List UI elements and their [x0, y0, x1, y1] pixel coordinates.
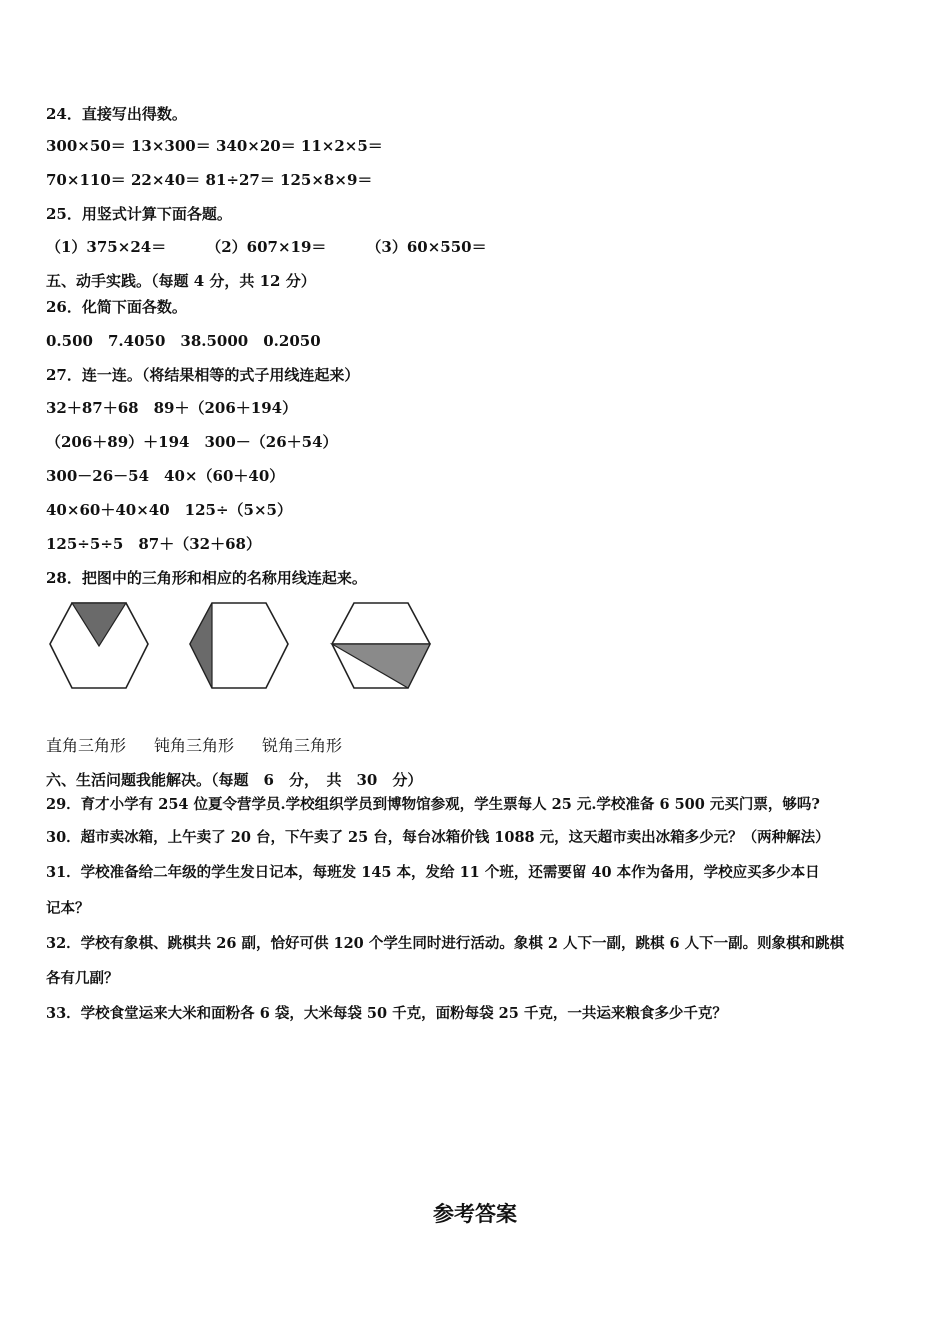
- q27-row-1: 32＋87＋68 89＋（206＋194）: [46, 399, 298, 417]
- q25-title: 25．用竖式计算下面各题。: [46, 205, 232, 223]
- section6-heading: 六、生活问题我能解决。（每题 6 分， 共 30 分）: [46, 771, 423, 789]
- q30: 30．超市卖冰箱，上午卖了 20 台，下午卖了 25 台，每台冰箱价钱 1088 元，这天超市卖出冰箱多少元？（两种解法）: [46, 829, 830, 846]
- triangle-2: [190, 603, 212, 688]
- q27-row-2: （206＋89）＋194 300－（26＋54）: [46, 433, 338, 451]
- hexagon-figure-2: [190, 603, 288, 688]
- q24-title: 24．直接写出得数。: [46, 105, 187, 123]
- triangle-3: [332, 644, 430, 688]
- q28-hexagon-figures: [40, 598, 460, 696]
- name-obtuse-triangle: 钝角三角形: [154, 736, 235, 755]
- q26-row: 0.500 7.4050 38.5000 0.2050: [46, 332, 321, 350]
- q27-row-5: 125÷5÷5 87＋（32＋68）: [46, 535, 261, 553]
- q25-item-3: （3）60×550＝: [366, 238, 487, 256]
- q33: 33．学校食堂运来大米和面粉各 6 袋，大米每袋 50 千克，面粉每袋 25 千克，一共运来粮食多少千克？: [46, 1005, 727, 1022]
- q32-line2: 各有几副？: [46, 970, 119, 987]
- q32-line1: 32．学校有象棋、跳棋共 26 副，恰好可供 120 个学生同时进行活动。象棋 2 人下一副，跳棋 6 人下一副。则象棋和跳棋: [46, 935, 845, 952]
- hexagon-figure-1: [50, 603, 148, 688]
- name-acute-triangle: 锐角三角形: [262, 736, 343, 755]
- q25-items: [46, 237, 515, 257]
- q31-line2: 记本？: [46, 900, 90, 917]
- q27-title: 27．连一连。（将结果相等的式子用线连起来）: [46, 366, 360, 384]
- q31-line1: 31．学校准备给二年级的学生发日记本，每班发 145 本，发给 11 个班，还需要留 40 本作为备用，学校应买多少本日: [46, 864, 820, 881]
- triangle-1: [72, 603, 126, 646]
- hexagon-figure-3: [332, 603, 430, 688]
- q24-row1: 300×50＝ 13×300＝ 340×20＝ 11×2×5＝: [46, 137, 383, 155]
- answer-heading: 参考答案: [433, 1202, 517, 1226]
- q25-item-1: （1）375×24＝: [46, 238, 167, 256]
- q26-title: 26．化简下面各数。: [46, 298, 187, 316]
- q27-row-3: 300－26－54 40×（60＋40）: [46, 467, 285, 485]
- q24-row2: 70×110＝ 22×40＝ 81÷27＝ 125×8×9＝: [46, 171, 373, 189]
- q25-item-2: （2）607×19＝: [206, 238, 327, 256]
- section5-heading: 五、动手实践。（每题 4 分，共 12 分）: [46, 272, 316, 290]
- name-right-triangle: 直角三角形: [46, 736, 127, 755]
- q28-title: 28．把图中的三角形和相应的名称用线连起来。: [46, 569, 367, 587]
- q29: 29．育才小学有 254 位夏令营学员.学校组织学员到博物馆参观，学生票每人 25 元.学校准备 6 500 元买门票，够吗?: [46, 796, 820, 813]
- q27-row-4: 40×60＋40×40 125÷（5×5）: [46, 501, 292, 519]
- q28-names: [46, 736, 370, 756]
